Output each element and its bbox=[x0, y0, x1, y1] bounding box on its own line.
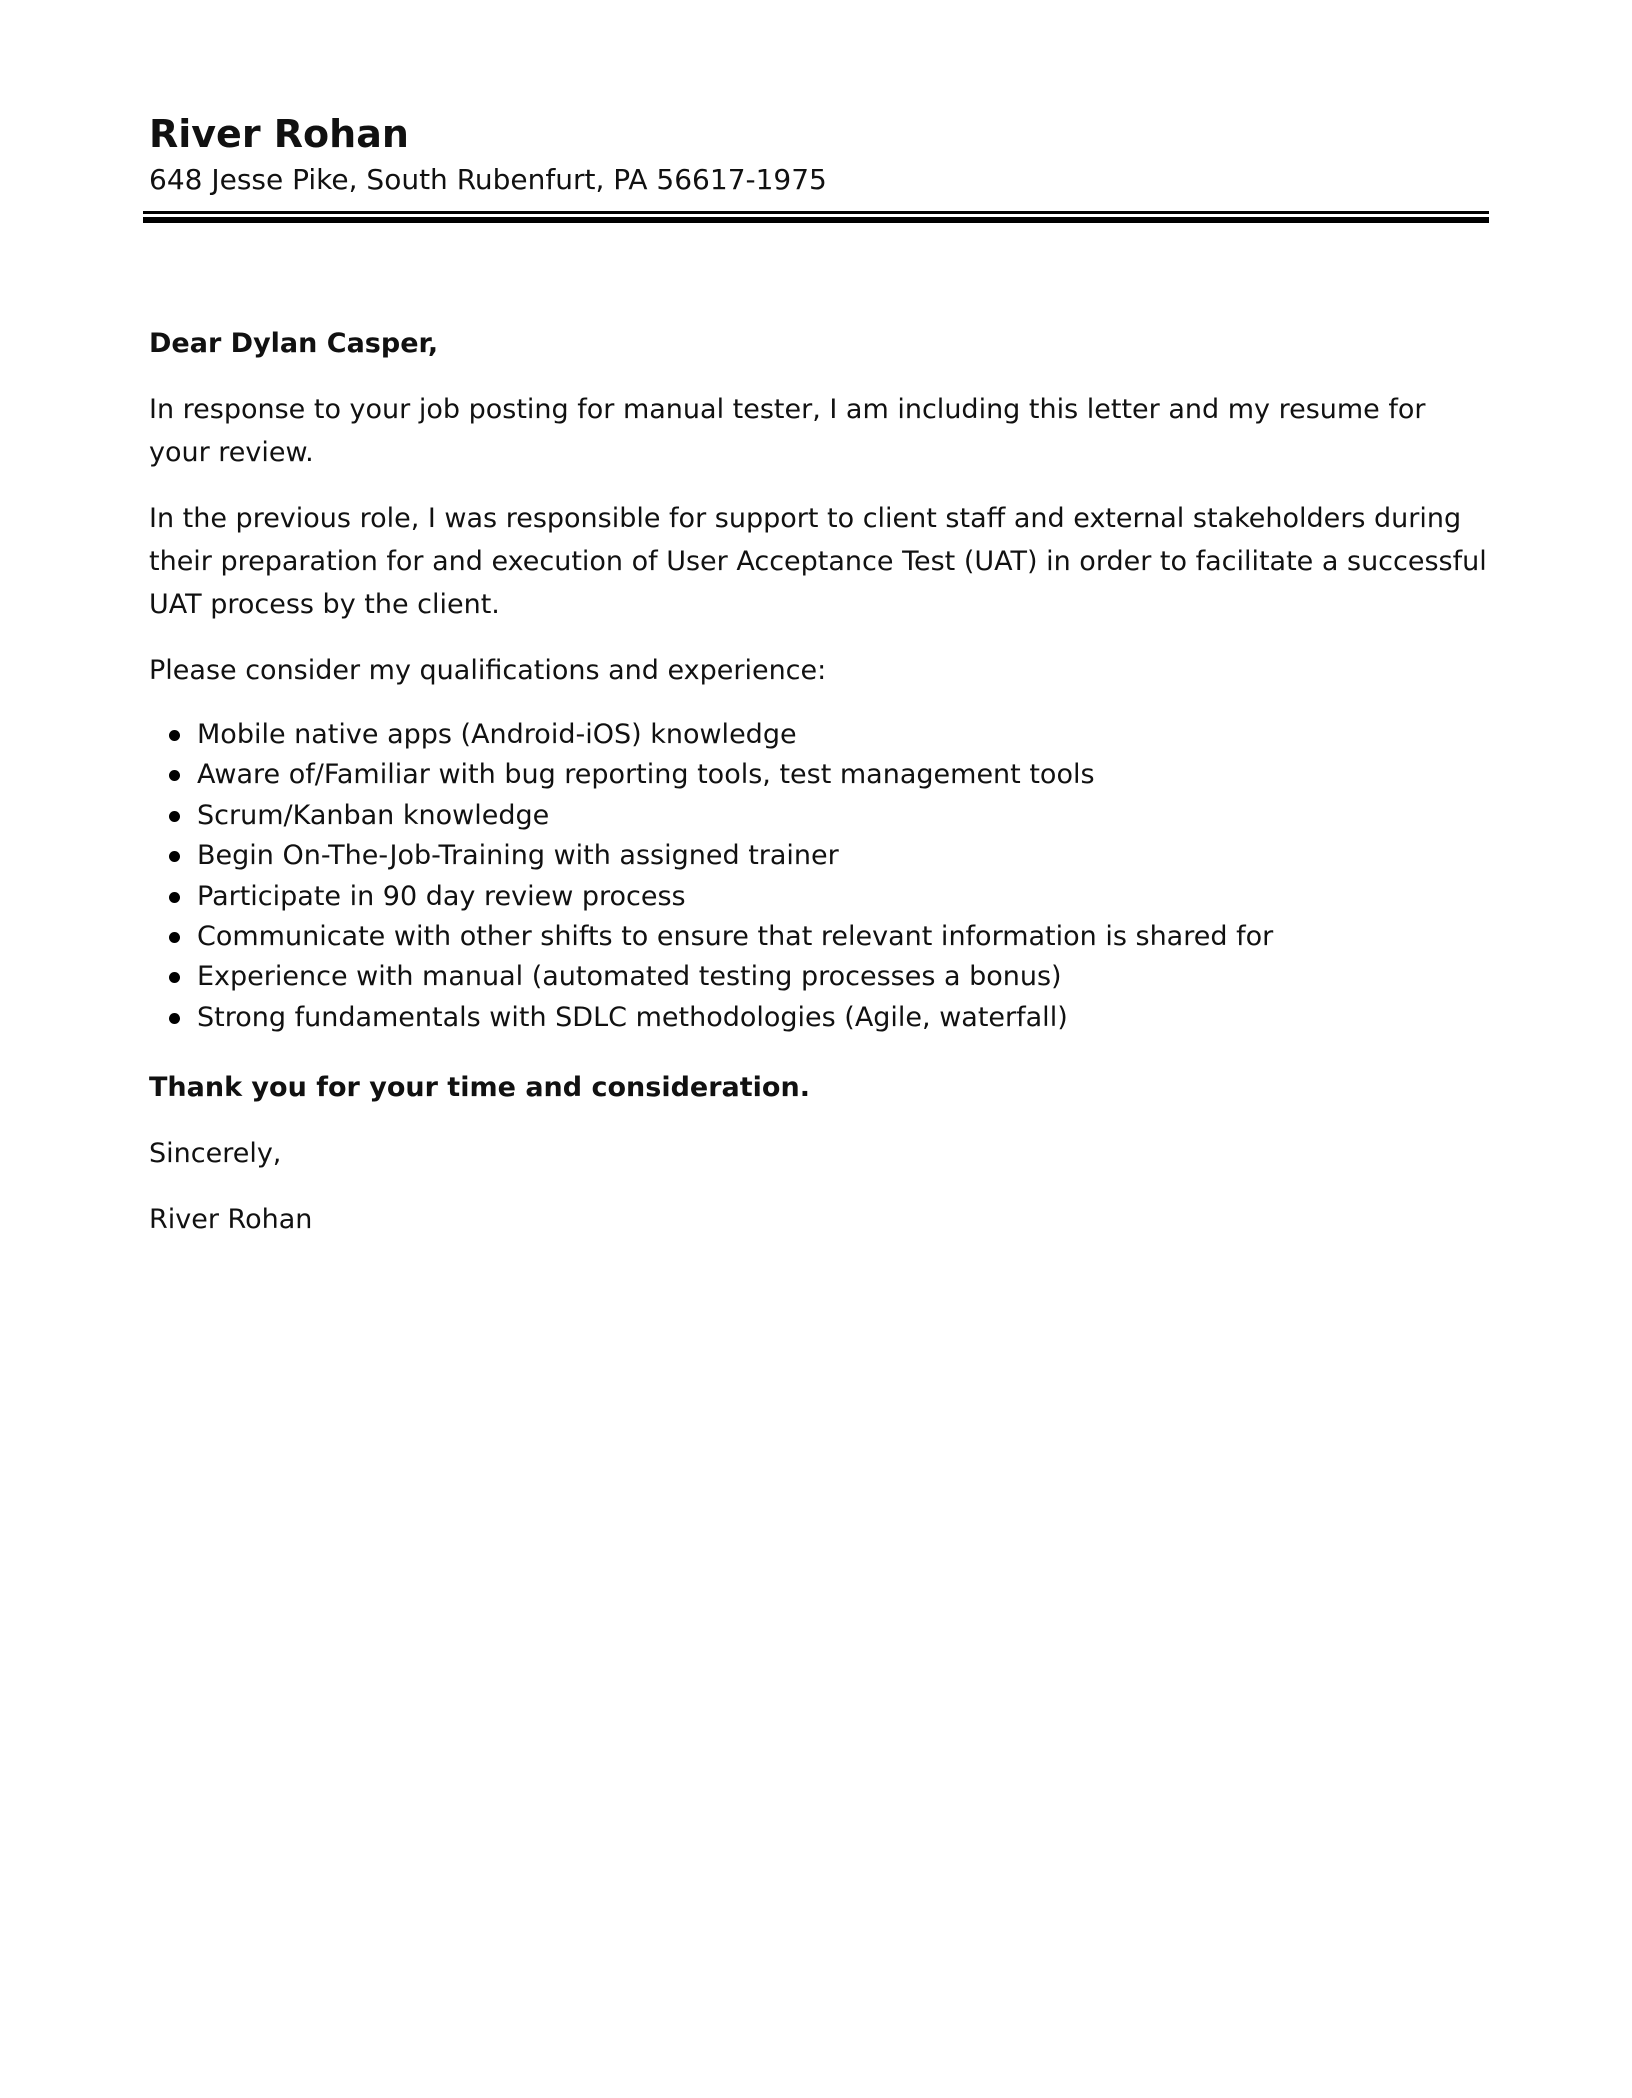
list-item bbox=[149, 917, 1494, 957]
bullet-icon bbox=[169, 892, 180, 903]
qualifications-intro: Please consider my qualifications and experience: bbox=[149, 655, 827, 686]
bullet-icon bbox=[169, 972, 180, 983]
list-item-text: Communicate with other shifts to ensure that relevant information is shared for bbox=[197, 921, 1274, 953]
list-item-text: Experience with manual (automated testing processes a bonus) bbox=[197, 961, 1062, 993]
sender-address: 648 Jesse Pike, South Rubenfurt, PA 56617-1975 bbox=[149, 163, 827, 196]
list-item bbox=[149, 755, 1494, 795]
experience-paragraph: In the previous role, I was responsible for support to client staff and external stakeholders during their preparation for and execution of User Acceptance Test (UAT) in order to facilitate a successful UAT process by the client. bbox=[149, 503, 1487, 620]
list-item bbox=[149, 998, 1494, 1038]
intro-paragraph: In response to your job posting for manual tester, I am including this letter and my resume for your review. bbox=[149, 394, 1426, 468]
list-item-text: Scrum/Kanban knowledge bbox=[197, 799, 550, 831]
list-item bbox=[149, 957, 1494, 997]
sender-name: River Rohan bbox=[149, 112, 409, 156]
signature-name: River Rohan bbox=[149, 1204, 313, 1236]
header-divider-thin-line bbox=[143, 211, 1489, 214]
list-item-text: Begin On-The-Job-Training with assigned trainer bbox=[197, 840, 839, 872]
list-item-text: Participate in 90 day review process bbox=[197, 880, 686, 912]
list-item-text: Strong fundamentals with SDLC methodologies (Agile, waterfall) bbox=[197, 1001, 1068, 1033]
closing-line: Thank you for your time and consideration. bbox=[149, 1072, 810, 1104]
letter-body bbox=[149, 322, 1494, 1264]
bullet-icon bbox=[169, 1013, 180, 1024]
list-item bbox=[149, 877, 1494, 917]
list-item bbox=[149, 715, 1494, 755]
bullet-icon bbox=[169, 730, 180, 741]
bullet-icon bbox=[169, 851, 180, 862]
qualifications-list bbox=[149, 715, 1494, 1038]
signoff: Sincerely, bbox=[149, 1138, 282, 1170]
bullet-icon bbox=[169, 811, 180, 822]
header-divider bbox=[143, 211, 1489, 223]
bullet-icon bbox=[169, 770, 180, 781]
list-item-text: Mobile native apps (Android-iOS) knowledge bbox=[197, 719, 797, 750]
bullet-icon bbox=[169, 932, 180, 943]
list-item-text: Aware of/Familiar with bug reporting tools, test management tools bbox=[197, 759, 1095, 791]
list-item bbox=[149, 836, 1494, 876]
letter-header bbox=[149, 108, 1489, 200]
list-item bbox=[149, 796, 1494, 836]
salutation: Dear Dylan Casper, bbox=[149, 328, 439, 359]
header-divider-thick-line bbox=[143, 217, 1489, 223]
